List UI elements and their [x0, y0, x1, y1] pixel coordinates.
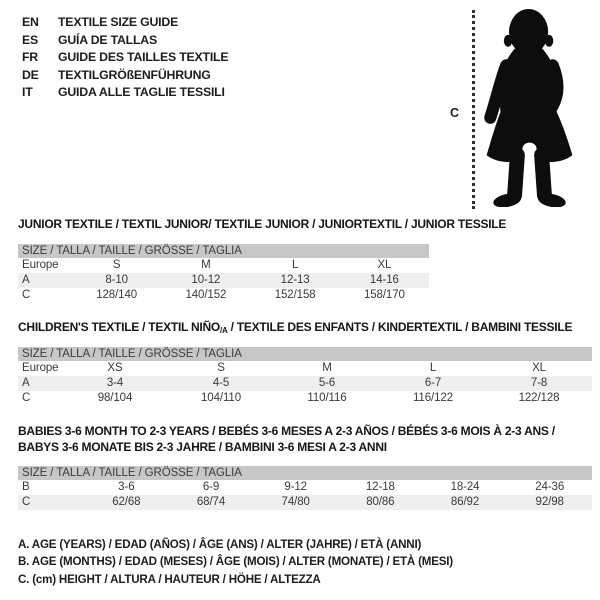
- age-cell: 3-4: [106, 377, 124, 389]
- height-dotted-line: [472, 10, 475, 209]
- row-label: A: [22, 377, 30, 389]
- language-code: ES: [22, 32, 39, 47]
- table-row-europe: [18, 258, 429, 273]
- language-code: EN: [22, 15, 39, 29]
- table-row-months: [18, 480, 592, 495]
- table-row-age: [18, 376, 592, 391]
- age-cell: 10-12: [191, 274, 221, 286]
- language-code: IT: [22, 85, 33, 100]
- size-header-bar: SIZE / TALLA / TAILLE / GRÖSSE / TAGLIA: [18, 244, 429, 258]
- children-title-sub: /A: [219, 326, 228, 335]
- age-cell: 4-5: [212, 377, 230, 389]
- language-row-de: [22, 67, 228, 85]
- language-row-it: [22, 84, 228, 102]
- footnotes: [18, 536, 453, 588]
- age-cell: 7-8: [530, 377, 548, 389]
- row-label: C: [22, 496, 31, 508]
- language-row-en: [22, 14, 228, 32]
- size-cell: XL: [532, 362, 546, 374]
- height-label-c: C: [450, 106, 460, 120]
- footnote-a: A. AGE (YEARS) / EDAD (AÑOS) / ÂGE (ANS) / ALTER (JAHRE) / ETÀ (ANNI): [18, 538, 422, 551]
- size-cell: L: [291, 259, 299, 271]
- baby-silhouette-icon: [481, 8, 578, 207]
- height-cell: 104/110: [200, 392, 242, 404]
- size-header-bar: SIZE / TALLA / TAILLE / GRÖSSE / TAGLIA: [18, 347, 592, 361]
- height-cell: 74/80: [281, 496, 310, 508]
- size-cell: S: [217, 362, 225, 374]
- babies-size-table: [18, 466, 592, 510]
- months-cell: 9-12: [284, 481, 307, 493]
- row-label: A: [22, 274, 30, 286]
- junior-size-table: [18, 244, 429, 303]
- height-cell: 98/104: [97, 392, 133, 404]
- size-cell: S: [112, 259, 121, 271]
- table-row-height: [18, 288, 429, 303]
- language-row-fr: [22, 49, 228, 67]
- size-cell: XL: [377, 259, 392, 271]
- junior-section-title: JUNIOR TEXTILE / TEXTIL JUNIOR/ TEXTILE JUNIOR / JUNIORTEXTIL / JUNIOR TESSILE: [18, 217, 507, 231]
- height-cell: 128/140: [96, 289, 138, 301]
- age-cell: 12-13: [280, 274, 310, 286]
- language-code: DE: [22, 67, 39, 82]
- table-row-europe: [18, 361, 592, 376]
- months-cell: 3-6: [118, 481, 135, 493]
- age-cell: 8-10: [105, 274, 128, 286]
- height-cell: 158/170: [363, 289, 405, 301]
- table-row-height: [18, 391, 592, 406]
- children-title-post: / TEXTILE DES ENFANTS / KINDERTEXTIL / BAMBINI TESSILE: [227, 320, 573, 334]
- row-label: Europe: [22, 362, 59, 374]
- months-cell: 18-24: [450, 481, 480, 493]
- footnote-c: C. (cm) HEIGHT / ALTURA / HAUTEUR / HÖHE / ALTEZZA: [18, 572, 321, 586]
- height-cell: 62/68: [112, 496, 141, 508]
- height-cell: 140/152: [185, 289, 227, 301]
- months-cell: 24-36: [535, 481, 565, 493]
- children-section-title: [18, 320, 572, 335]
- language-title: GUÍA DE TALLAS: [58, 32, 157, 47]
- table-row-age: [18, 273, 429, 288]
- size-cell: M: [322, 362, 332, 374]
- language-title: GUIDE DES TAILLES TEXTILE: [58, 50, 229, 65]
- language-title: GUIDA ALLE TAGLIE TESSILI: [58, 85, 225, 100]
- language-list: [22, 14, 228, 102]
- row-label: B: [22, 481, 30, 493]
- height-cell: 68/74: [196, 496, 226, 508]
- size-cell: L: [429, 362, 437, 374]
- months-cell: 6-9: [202, 481, 220, 493]
- babies-title-line2: BABYS 3-6 MONATE BIS 2-3 JAHRE / BAMBINI 3-6 MESI A 2-3 ANNI: [18, 439, 387, 454]
- size-header-bar: SIZE / TALLA / TAILLE / GRÖSSE / TAGLIA: [18, 466, 592, 480]
- height-cell: 110/116: [307, 392, 347, 404]
- language-title: TEXTILGRÖßENFÜHRUNG: [58, 67, 211, 82]
- children-size-table: [18, 347, 592, 406]
- height-cell: 92/98: [535, 496, 564, 508]
- row-label: Europe: [22, 259, 59, 271]
- language-row-es: [22, 32, 228, 50]
- babies-section-title: [18, 424, 555, 455]
- height-cell: 152/158: [274, 289, 316, 301]
- footnote-b: B. AGE (MONTHS) / EDAD (MESES) / ÂGE (MOIS) / ALTER (MONATE) / ETÀ (MESI): [18, 555, 453, 569]
- babies-title-line1: BABIES 3-6 MONTH TO 2-3 YEARS / BEBÉS 3-6 MESES A 2-3 AÑOS / BÉBÉS 3-6 MOIS À 2-3 ANS /: [18, 424, 555, 438]
- language-code: FR: [22, 50, 38, 65]
- height-cell: 116/122: [412, 392, 454, 404]
- months-cell: 12-18: [365, 481, 395, 493]
- height-cell: 86/92: [450, 496, 480, 508]
- age-cell: 6-7: [424, 377, 442, 389]
- age-cell: 5-6: [318, 377, 336, 389]
- table-row-height: [18, 495, 592, 510]
- height-cell: 122/128: [518, 392, 560, 404]
- size-cell: XS: [107, 362, 123, 374]
- age-cell: 14-16: [369, 274, 399, 286]
- height-cell: 80/86: [366, 496, 395, 508]
- row-label: C: [22, 289, 31, 301]
- language-title: TEXTILE SIZE GUIDE: [58, 15, 179, 29]
- row-label: C: [22, 392, 31, 404]
- children-title-pre: CHILDREN'S TEXTILE / TEXTIL NIÑO: [18, 320, 220, 334]
- size-cell: M: [201, 259, 211, 271]
